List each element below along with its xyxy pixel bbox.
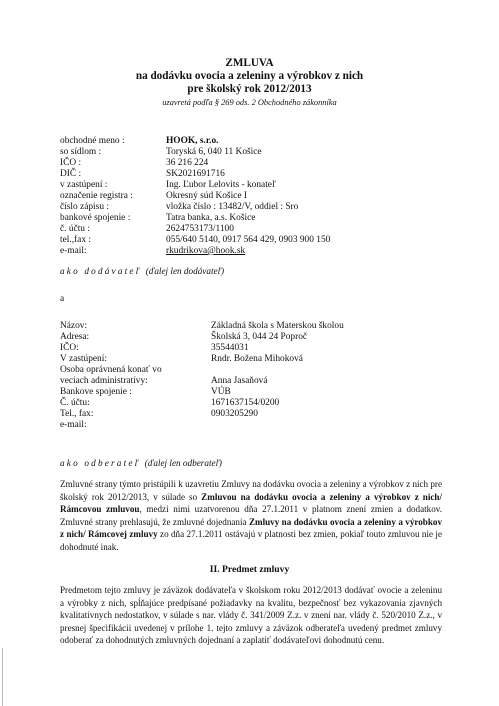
supplier-label-bank: bankové spojenie : — [60, 213, 131, 223]
supplier-value-ico: 36 216 224 — [166, 158, 209, 168]
document-title: ZMLUVA — [225, 57, 274, 69]
document-title-line-3: pre školský rok 2012/2013 — [187, 83, 312, 95]
supplier-label-account: č. účtu : — [60, 224, 90, 234]
customer-value-address: Školská 3, 044 24 Poproč — [211, 332, 308, 342]
document-title-line-2: na dodávku ovocia a zeleniny a výrobkov z nich — [135, 70, 364, 82]
customer-label-bank: Bankove spojenie : — [60, 387, 132, 397]
supplier-label-seat: so sídlom : — [60, 147, 102, 157]
intro-bold-1: Zmluvou na dodávku ovocia a zeleniny a výrobkov z nich/ Rámcovou zmluvou — [60, 491, 442, 514]
customer-label-ico: IČO: — [60, 343, 79, 353]
intro-text-1: Zmluvné strany týmto pristúpili k uzavretiu Zmluvy na dodávku ovocia a zeleniny a výrobkov z nich pre školský rok 2012/2013, v súlade so — [60, 479, 442, 502]
customer-label-address: Adresa: — [60, 332, 90, 342]
supplier-value-registration-no: vložka číslo : 13482/V, oddiel : Sro — [166, 202, 299, 212]
intro-text-2: , medzi nimi uzatvorenou dňa 27.1.2011 v platnom znení zmien a dodatkov. Zmluvné strany prehlasujú, že zmluvné dojednania — [60, 504, 442, 527]
customer-label-name: Názov: — [60, 321, 88, 331]
section-heading: II. Predmet zmluvy — [209, 564, 290, 575]
customer-label-account: Č. účtu: — [60, 398, 90, 408]
supplier-label-email: e-mail: — [60, 246, 87, 256]
customer-value-name: Základná škola s Materskou školou — [211, 321, 344, 331]
customer-label-authorized-2: veciach administratívy: — [60, 376, 148, 386]
customer-label-representative: V zastúpení: — [60, 354, 107, 364]
supplier-value-register: Okresný súd Košice I — [166, 191, 247, 201]
supplier-role-lead: ako dodávateľ — [60, 266, 142, 276]
customer-value-phone: 0903205290 — [211, 409, 258, 419]
supplier-value-seat: Toryská 6, 040 11 Košice — [166, 147, 262, 157]
intro-paragraph — [60, 478, 442, 553]
customer-label-authorized-1: Osoba oprávnená konať vo — [60, 365, 162, 375]
conjunction-text: a — [60, 294, 65, 304]
supplier-label-representative: v zastúpení : — [60, 180, 108, 190]
supplier-label-dic: DIČ : — [60, 169, 82, 179]
customer-role-line — [60, 458, 222, 468]
scan-edge-line — [2, 648, 3, 706]
customer-value-bank: VÚB — [211, 387, 231, 397]
customer-role-lead: ako odberateľ — [60, 458, 141, 468]
supplier-value-account: 2624753173/1100 — [166, 224, 234, 234]
supplier-label-register: označenie registra : — [60, 191, 133, 201]
section-paragraph: Predmetom tejto zmluvy je záväzok dodávateľa v školskom roku 2012/2013 dodávať ovocie a zeleninu a výrobky z nich, spĺňajúce predpísané požiadavky na kvalitu, bezpečnosť bez vykazovania zjavných kvalitatívnych nedostatkov, v súlade s nar. vlády č. 341/2009 Z.z. v znení nar. vlády č. 520/2010 Z.z., v presnej špecifikácii uvedenej v prílohe 1. tejto zmluvy a záväzok odberateľa uvedený predmet zmluvy odoberať za dohodnutých zmluvných dojednaní a zaplatiť dodávateľovi dohodnutú cenu. — [60, 585, 442, 645]
supplier-label-registration-no: číslo zápisu : — [60, 202, 109, 212]
supplier-label-name: obchodné meno : — [60, 136, 125, 146]
customer-value-authorized: Anna Jasaňová — [211, 376, 268, 386]
intro-bold-2: Zmluvy na dodávku ovocia a zeleniny a výrobkov z nich/ Rámcovej zmluvy — [60, 516, 442, 539]
document-subtitle: uzavretá podľa § 269 ods. 2 Obchodného zákonníka — [162, 98, 337, 107]
customer-value-ico: 35544031 — [211, 343, 249, 353]
supplier-value-phone: 055/640 5140, 0917 564 429, 0903 900 150 — [166, 235, 331, 245]
supplier-role-line — [60, 266, 224, 276]
supplier-label-phone: tel.,fax : — [60, 235, 91, 245]
supplier-value-bank: Tatra banka, a.s. Košice — [166, 213, 256, 223]
supplier-value-representative: Ing. Ľubor Lelovits - konateľ — [166, 180, 276, 190]
intro-text-3: zo dňa 27.1.2011 ostávajú v platnosti bez zmien, pokiaľ touto zmluvou nie je dohodnuté inak. — [60, 529, 442, 552]
supplier-role-note: (ďalej len dodávateľ) — [145, 266, 225, 276]
customer-value-account: 1671637154/0200 — [211, 398, 280, 408]
supplier-value-dic: SK2021691716 — [166, 169, 225, 179]
customer-role-note: (ďalej len odberateľ) — [144, 458, 222, 468]
supplier-email-link[interactable]: rkudrikova@hook.sk — [166, 246, 246, 256]
customer-value-representative: Rndr. Božena Mihoková — [211, 354, 303, 364]
customer-label-phone: Tel., fax: — [60, 409, 94, 419]
supplier-value-name: HOOK, s.r.o. — [166, 136, 219, 146]
supplier-label-ico: IČO : — [60, 158, 82, 168]
customer-label-email: e-mail: — [60, 420, 87, 430]
